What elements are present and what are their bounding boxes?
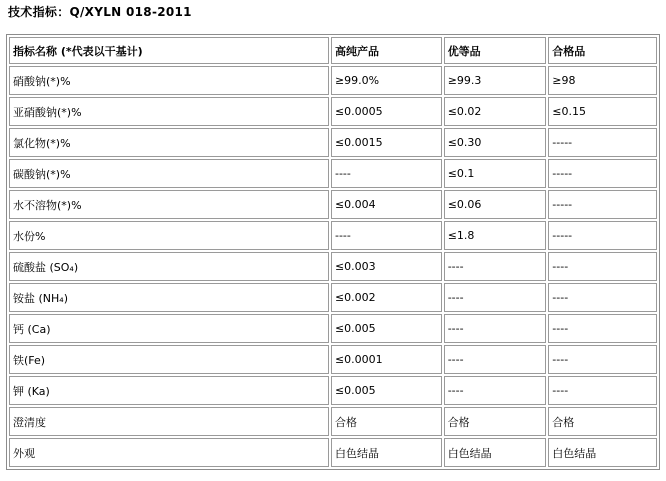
value-cell: ≤1.8	[444, 221, 547, 250]
value-cell: -----	[548, 221, 657, 250]
table-row	[9, 190, 657, 219]
row-label-cell: 氯化物(*)%	[9, 128, 329, 157]
row-label-cell: 铵盐 (NH₄)	[9, 283, 329, 312]
value-cell: ≤0.005	[331, 376, 442, 405]
value-cell: ≥99.3	[444, 66, 547, 95]
row-label-cell: 钙 (Ca)	[9, 314, 329, 343]
value-cell: ≤0.1	[444, 159, 547, 188]
table-row	[9, 252, 657, 281]
header-indicator-name: 指标名称 (*代表以干基计)	[9, 37, 329, 64]
table-row	[9, 438, 657, 467]
value-cell: ----	[444, 314, 547, 343]
row-label-cell: 外观	[9, 438, 329, 467]
value-cell: -----	[548, 159, 657, 188]
value-cell: ≤0.06	[444, 190, 547, 219]
value-cell: ----	[444, 283, 547, 312]
value-cell: ----	[444, 376, 547, 405]
value-cell: ≤0.0005	[331, 97, 442, 126]
value-cell: -----	[548, 190, 657, 219]
value-cell: ≤0.0015	[331, 128, 442, 157]
row-label-cell: 硫酸盐 (SO₄)	[9, 252, 329, 281]
spec-table	[6, 34, 660, 470]
table-row	[9, 376, 657, 405]
value-cell: ----	[548, 283, 657, 312]
value-cell: ----	[331, 221, 442, 250]
value-cell: ≤0.02	[444, 97, 547, 126]
value-cell: ≤0.15	[548, 97, 657, 126]
value-cell: ----	[331, 159, 442, 188]
value-cell: ----	[548, 376, 657, 405]
row-label-cell: 亚硝酸钠(*)%	[9, 97, 329, 126]
table-row	[9, 221, 657, 250]
row-label-cell: 水不溶物(*)%	[9, 190, 329, 219]
value-cell: ≤0.005	[331, 314, 442, 343]
value-cell: ----	[548, 252, 657, 281]
value-cell: 白色结晶	[548, 438, 657, 467]
value-cell: ≤0.002	[331, 283, 442, 312]
table-row	[9, 66, 657, 95]
table-row	[9, 159, 657, 188]
row-label-cell: 硝酸钠(*)%	[9, 66, 329, 95]
header-qualified-grade: 合格品	[548, 37, 657, 64]
row-label-cell: 水份%	[9, 221, 329, 250]
table-row	[9, 128, 657, 157]
row-label-cell: 钾 (Ka)	[9, 376, 329, 405]
value-cell: ≤0.0001	[331, 345, 442, 374]
value-cell: ----	[444, 345, 547, 374]
header-high-purity: 高纯产品	[331, 37, 442, 64]
value-cell: ≤0.004	[331, 190, 442, 219]
value-cell: ----	[548, 314, 657, 343]
value-cell: ≥98	[548, 66, 657, 95]
value-cell: ----	[548, 345, 657, 374]
document-title: 技术指标：Q/XYLN 018-2011	[8, 5, 192, 19]
table-row	[9, 345, 657, 374]
value-cell: 白色结晶	[444, 438, 547, 467]
value-cell: ≥99.0%	[331, 66, 442, 95]
table-row	[9, 97, 657, 126]
row-label-cell: 澄清度	[9, 407, 329, 436]
value-cell: 合格	[444, 407, 547, 436]
table-row	[9, 407, 657, 436]
table-row	[9, 283, 657, 312]
value-cell: 合格	[548, 407, 657, 436]
value-cell: ≤0.003	[331, 252, 442, 281]
value-cell: ----	[444, 252, 547, 281]
row-label-cell: 铁(Fe)	[9, 345, 329, 374]
value-cell: -----	[548, 128, 657, 157]
value-cell: ≤0.30	[444, 128, 547, 157]
header-superior-grade: 优等品	[444, 37, 547, 64]
table-row	[9, 314, 657, 343]
row-label-cell: 碳酸钠(*)%	[9, 159, 329, 188]
table-header-row	[9, 37, 657, 64]
value-cell: 白色结晶	[331, 438, 442, 467]
value-cell: 合格	[331, 407, 442, 436]
